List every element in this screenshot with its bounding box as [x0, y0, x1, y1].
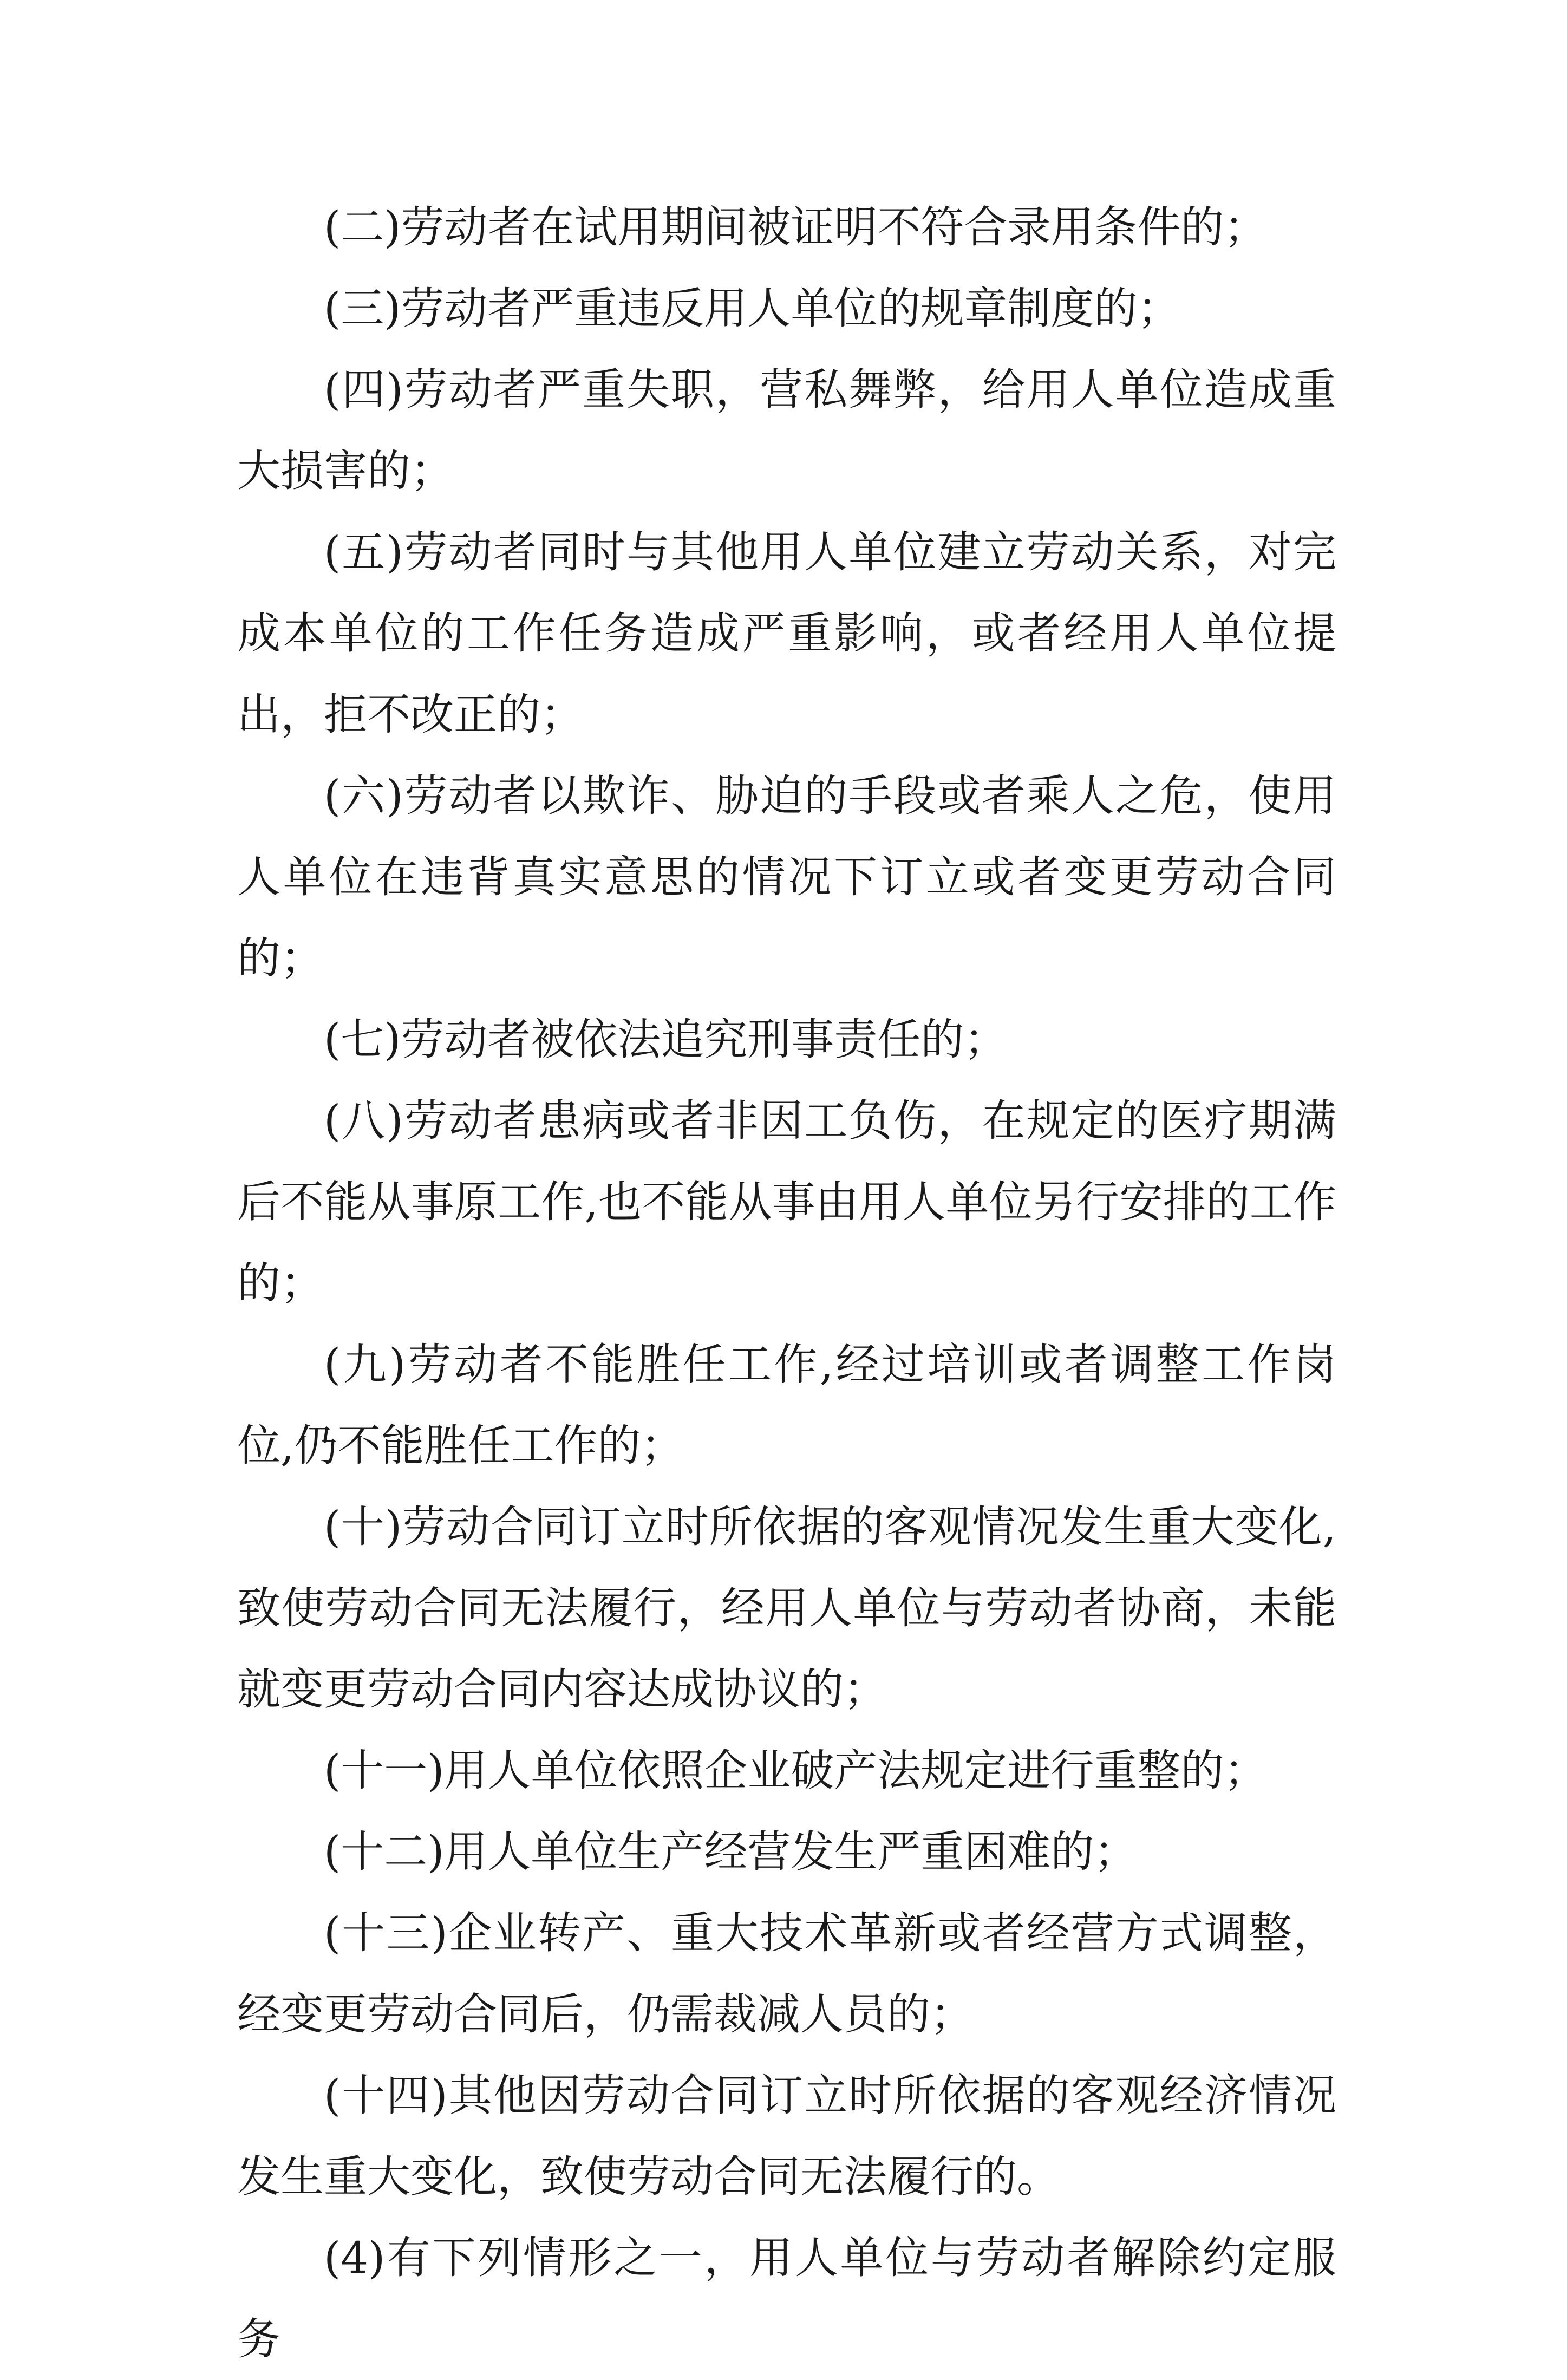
paragraph-item-4: (四)劳动者严重失职，营私舞弊，给用人单位造成重大损害的；	[237, 364, 1336, 496]
paragraph-item-9: (九)劳动者不能胜任工作,经过培训或者调整工作岗位,仍不能胜任工作的；	[237, 1339, 1336, 1471]
paragraph-item-10: (十)劳动合同订立时所依据的客观情况发生重大变化,致使劳动合同无法履行，经用人单位与劳动者协商，未能就变更劳动合同内容达成协议的；	[237, 1502, 1336, 1714]
paragraph-item-2: (二)劳动者在试用期间被证明不符合录用条件的；	[324, 202, 1268, 252]
document-body	[237, 187, 1336, 2380]
paragraph-item-3: (三)劳动者严重违反用人单位的规章制度的；	[324, 283, 1181, 334]
paragraph-item-7: (七)劳动者被依法追究刑事责任的；	[324, 1014, 1008, 1065]
paragraph-item-14: (十四)其他因劳动合同订立时所依据的客观经济情况发生重大变化，致使劳动合同无法履行的。	[237, 2070, 1336, 2202]
paragraph-item-13: (十三)企业转产、重大技术革新或者经营方式调整，经变更劳动合同后，仍需裁减人员的；	[237, 1908, 1336, 2039]
paragraph-item-12: (十二)用人单位生产经营发生严重困难的；	[324, 1827, 1138, 1877]
paragraph-item-6: (六)劳动者以欺诈、胁迫的手段或者乘人之危，使用人单位在违背真实意思的情况下订立或者变更劳动合同的；	[237, 771, 1336, 983]
paragraph-item-11: (十一)用人单位依照企业破产法规定进行重整的；	[324, 1745, 1268, 1796]
paragraph-item-5: (五)劳动者同时与其他用人单位建立劳动关系，对完成本单位的工作任务造成严重影响，或者经用人单位提出，拒不改正的；	[237, 527, 1336, 740]
paragraph-item-8: (八)劳动者患病或者非因工负伤，在规定的医疗期满后不能从事原工作,也不能从事由用人单位另行安排的工作的；	[237, 1096, 1336, 1308]
paragraph-clause-4: (4)有下列情形之一，用人单位与劳动者解除约定服务	[237, 2233, 1336, 2364]
